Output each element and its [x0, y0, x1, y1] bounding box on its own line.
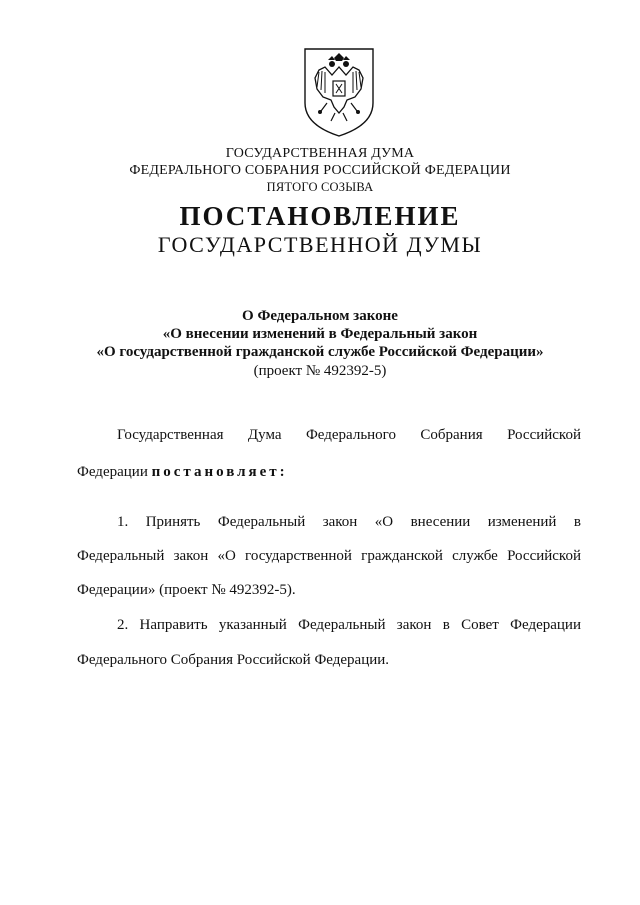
convocation: ПЯТОГО СОЗЫВА [266, 180, 374, 194]
item1-line3: Федерации» (проект № 492392-5). [77, 582, 296, 598]
item1-line2: Федеральный закон «О государственной гражданской службе Российской [77, 548, 581, 564]
preamble-line2 [77, 464, 581, 481]
preamble-line1: Государственная Дума Федерального Собрания Российской [117, 427, 581, 443]
item2-line2: Федерального Собрания Российской Федерации. [77, 652, 390, 668]
project-number: (проект № 492392-5) [253, 363, 387, 379]
coat-of-arms-icon [301, 45, 377, 139]
item2-line1: 2. Направить указанный Федеральный закон в Совет Федерации [117, 617, 581, 633]
subject-line1: О Федеральном законе [242, 308, 398, 324]
item1-line1: 1. Принять Федеральный закон «О внесении изменений в [117, 514, 581, 530]
subject-line2: «О внесении изменений в Федеральный закон [162, 326, 478, 342]
preamble-start: Федерации [77, 464, 148, 480]
preamble-verb: постановляет: [151, 464, 288, 480]
org-name-line1: ГОСУДАРСТВЕННАЯ ДУМА [225, 146, 415, 161]
org-name-line2: ФЕДЕРАЛЬНОГО СОБРАНИЯ РОССИЙСКОЙ ФЕДЕРАЦИИ [129, 163, 511, 178]
document-type-title: ПОСТАНОВЛЕНИЕ [179, 201, 461, 231]
issuing-body-title: ГОСУДАРСТВЕННОЙ ДУМЫ [157, 232, 483, 257]
subject-line3: «О государственной гражданской службе Российской Федерации» [96, 344, 544, 360]
